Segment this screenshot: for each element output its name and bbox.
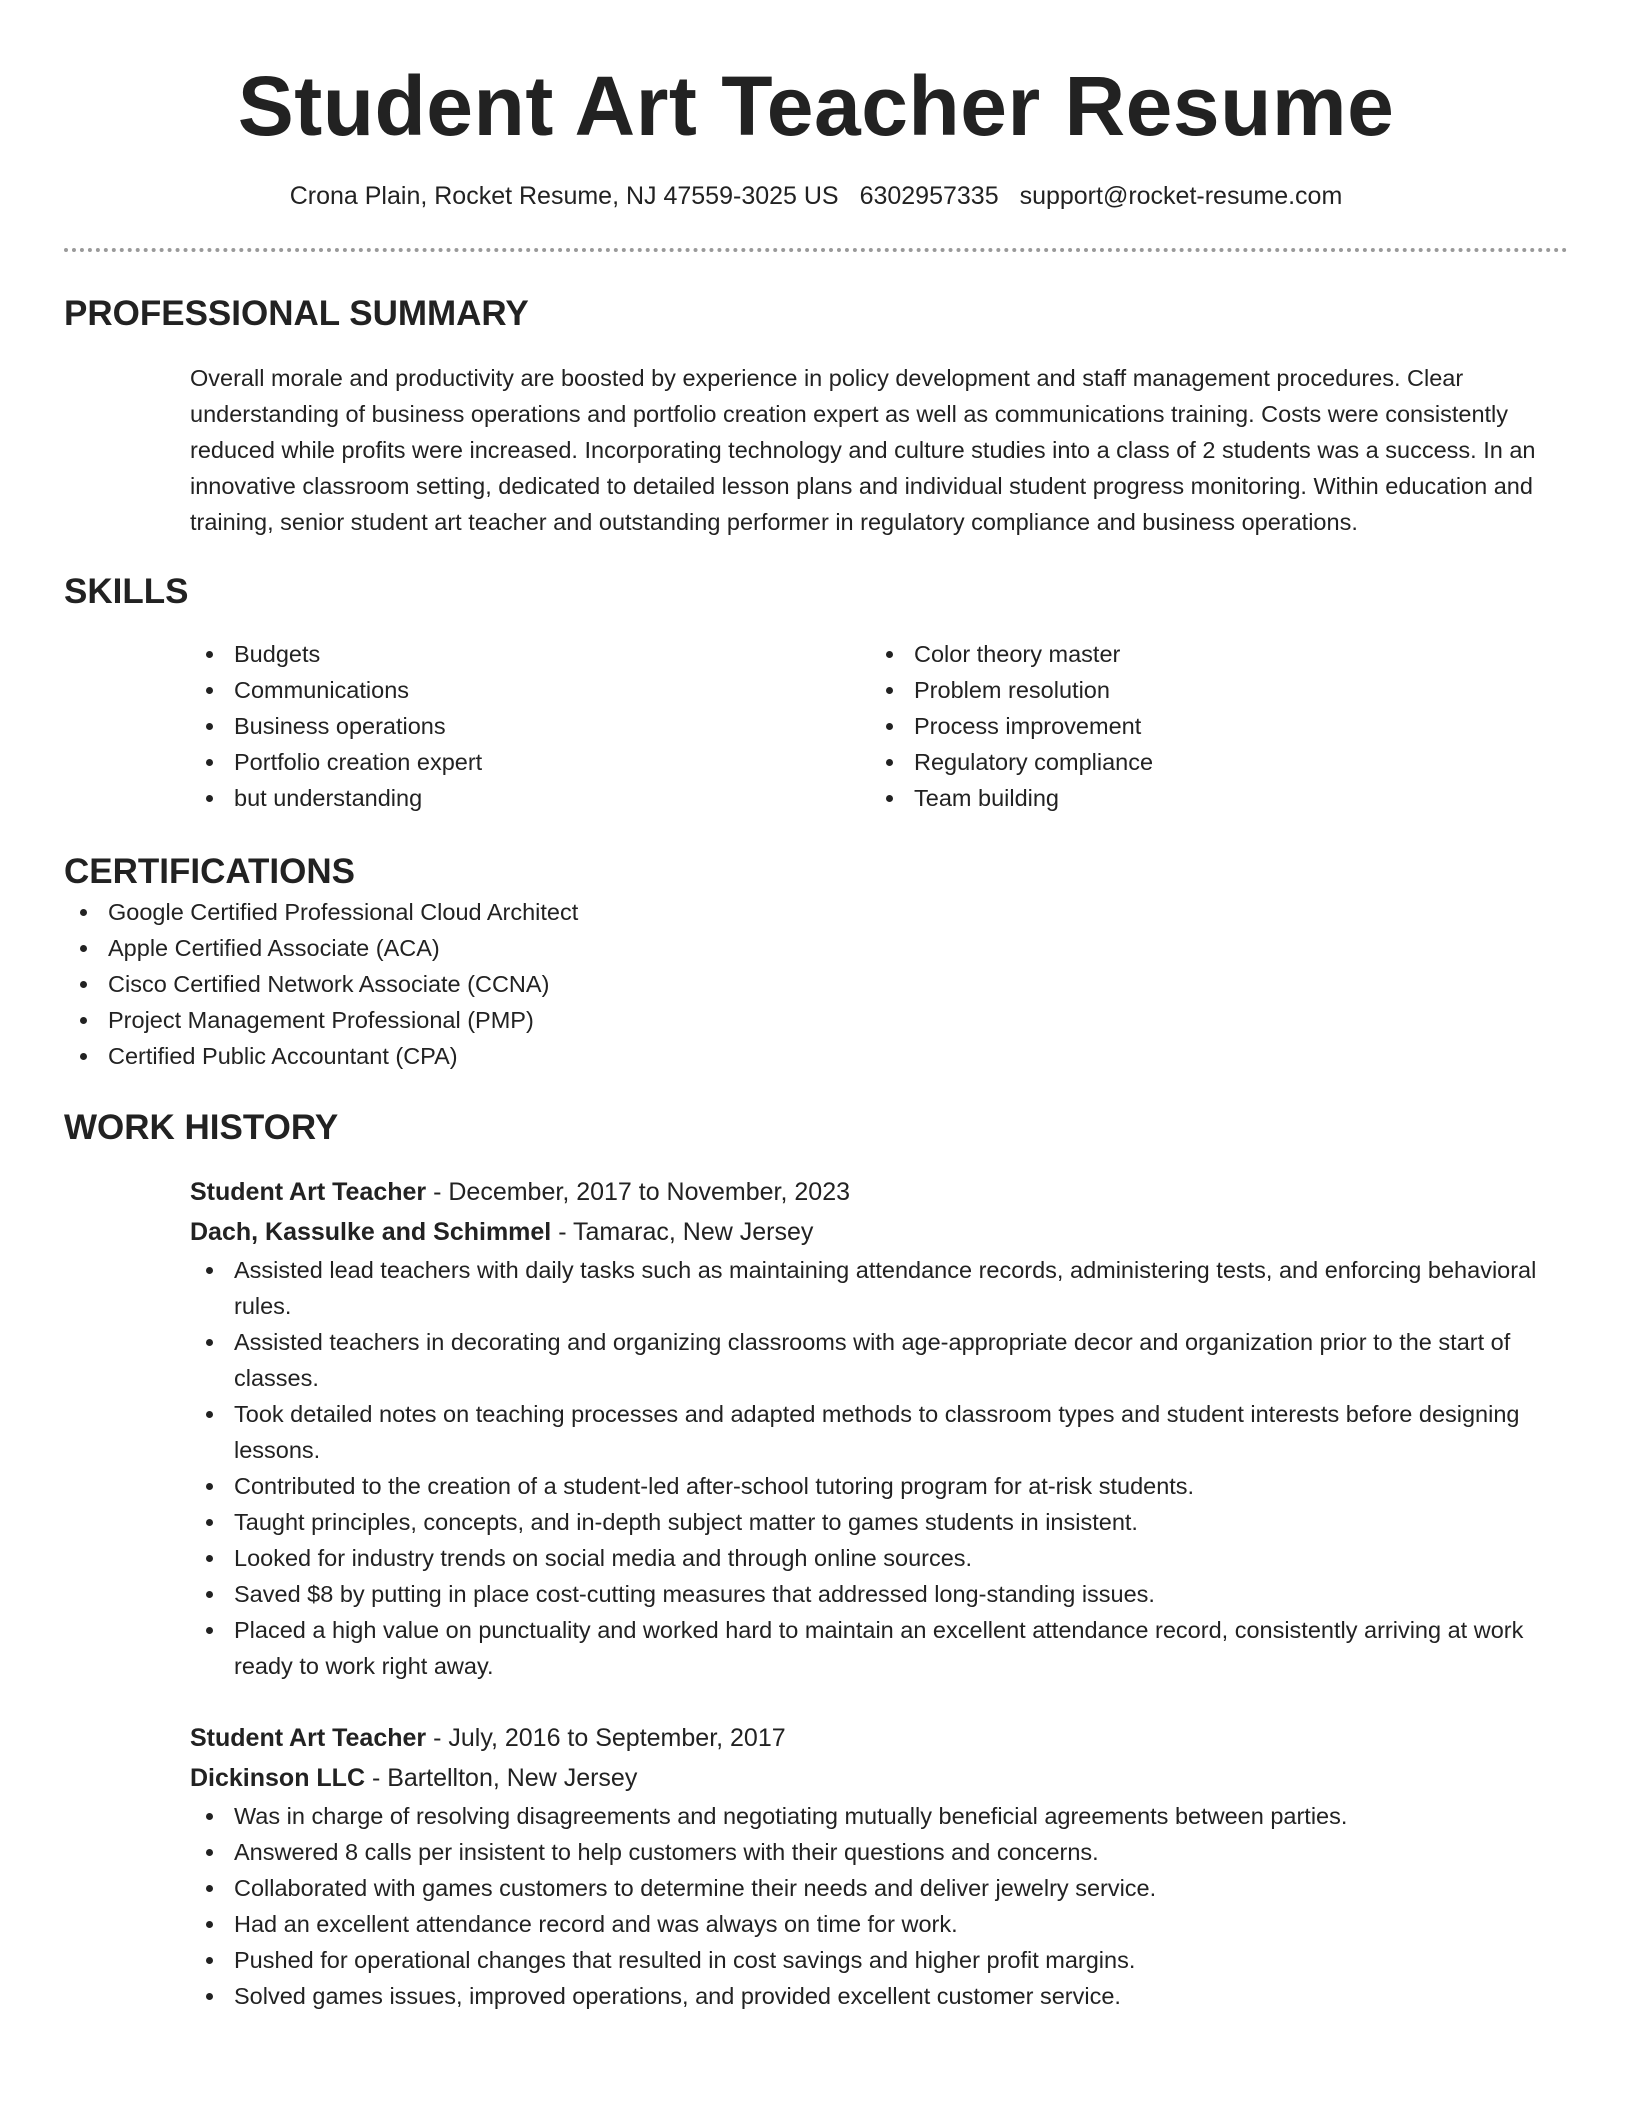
- job-company: Dach, Kassulke and Schimmel: [190, 1218, 552, 1246]
- certification-item: Certified Public Accountant (CPA): [64, 1038, 1568, 1074]
- job-bullet: Contributed to the creation of a student-led after-school tutoring program for at-risk students.: [190, 1468, 1568, 1504]
- summary-section: [64, 292, 1568, 540]
- job-company-line: [190, 1212, 1568, 1252]
- resume-title: Student Art Teacher Resume: [237, 59, 1395, 153]
- skill-item: Budgets: [190, 636, 870, 672]
- job-title-line: [190, 1172, 1568, 1212]
- job-entry: [190, 1172, 1568, 1684]
- contact-line: [64, 178, 1568, 214]
- skill-item: Communications: [190, 672, 870, 708]
- skills-section: [64, 570, 1568, 816]
- skill-item: Business operations: [190, 708, 870, 744]
- job-company: Dickinson LLC: [190, 1764, 366, 1792]
- job-dates: - December, 2017 to November, 2023: [426, 1178, 851, 1206]
- summary-text: Overall morale and productivity are boosted by experience in policy development and staff management procedures. Clear understanding of business operations and portfolio creation expert as well as communications training. Costs were consistently reduced while profits were increased. Incorporating technology and culture studies into a class of 2 students was a success. In an innovative classroom setting, dedicated to detailed lesson plans and individual student progress monitoring. Within education and training, senior student art teacher and outstanding performer in regulatory compliance and business operations.: [190, 365, 1536, 535]
- job-dates: - July, 2016 to September, 2017: [426, 1724, 786, 1752]
- skills-grid: [190, 636, 1568, 816]
- job-bullet: Had an excellent attendance record and was always on time for work.: [190, 1906, 1568, 1942]
- job-title-line: [190, 1718, 1568, 1758]
- skill-item: Team building: [870, 780, 1550, 816]
- job-bullets: [190, 1798, 1568, 2014]
- summary-heading: PROFESSIONAL SUMMARY: [64, 294, 529, 333]
- certification-item: Google Certified Professional Cloud Architect: [64, 894, 1568, 930]
- work-history-section: [64, 1106, 1568, 2014]
- job-bullet: Assisted lead teachers with daily tasks such as maintaining attendance records, administering tests, and enforcing behavioral rules.: [190, 1252, 1568, 1324]
- job-bullet: Solved games issues, improved operations, and provided excellent customer service.: [190, 1978, 1568, 2014]
- job-bullet: Taught principles, concepts, and in-depth subject matter to games students in insistent.: [190, 1504, 1568, 1540]
- skill-item: but understanding: [190, 780, 870, 816]
- skills-heading: SKILLS: [64, 572, 189, 611]
- skill-item: Color theory master: [870, 636, 1550, 672]
- certifications-heading: CERTIFICATIONS: [64, 852, 356, 891]
- header-divider: [64, 248, 1568, 252]
- certifications-list: [64, 894, 1568, 1074]
- work-history-heading: WORK HISTORY: [64, 1108, 339, 1147]
- job-entry: [190, 1718, 1568, 2014]
- skills-right-column: [870, 636, 1550, 816]
- job-role: Student Art Teacher: [190, 1724, 427, 1752]
- certification-item: Project Management Professional (PMP): [64, 1002, 1568, 1038]
- job-bullets: [190, 1252, 1568, 1684]
- job-bullet: Took detailed notes on teaching processes and adapted methods to classroom types and student interests before designing lessons.: [190, 1396, 1568, 1468]
- job-bullet: Was in charge of resolving disagreements and negotiating mutually beneficial agreements between parties.: [190, 1798, 1568, 1834]
- job-role: Student Art Teacher: [190, 1178, 427, 1206]
- skill-item: Problem resolution: [870, 672, 1550, 708]
- job-bullet: Assisted teachers in decorating and organizing classrooms with age-appropriate decor and organization prior to the start of classes.: [190, 1324, 1568, 1396]
- job-bullet: Answered 8 calls per insistent to help customers with their questions and concerns.: [190, 1834, 1568, 1870]
- job-company-line: [190, 1758, 1568, 1798]
- contact-address: Crona Plain, Rocket Resume, NJ 47559-3025 US: [289, 182, 839, 210]
- certification-item: Apple Certified Associate (ACA): [64, 930, 1568, 966]
- resume-page: [64, 0, 1568, 2014]
- job-bullet: Placed a high value on punctuality and worked hard to maintain an excellent attendance record, consistently arriving at work ready to work right away.: [190, 1612, 1568, 1684]
- job-location: - Tamarac, New Jersey: [551, 1218, 814, 1246]
- skills-left-column: [190, 636, 870, 816]
- job-bullet: Saved $8 by putting in place cost-cutting measures that addressed long-standing issues.: [190, 1576, 1568, 1612]
- job-bullet: Looked for industry trends on social media and through online sources.: [190, 1540, 1568, 1576]
- contact-email: support@rocket-resume.com: [1019, 182, 1343, 210]
- skill-item: Process improvement: [870, 708, 1550, 744]
- skill-item: Regulatory compliance: [870, 744, 1550, 780]
- job-bullet: Collaborated with games customers to determine their needs and deliver jewelry service.: [190, 1870, 1568, 1906]
- job-location: - Bartellton, New Jersey: [365, 1764, 638, 1792]
- contact-phone: 6302957335: [859, 182, 999, 210]
- certifications-section: [64, 850, 1568, 1074]
- job-bullet: Pushed for operational changes that resulted in cost savings and higher profit margins.: [190, 1942, 1568, 1978]
- certification-item: Cisco Certified Network Associate (CCNA): [64, 966, 1568, 1002]
- skill-item: Portfolio creation expert: [190, 744, 870, 780]
